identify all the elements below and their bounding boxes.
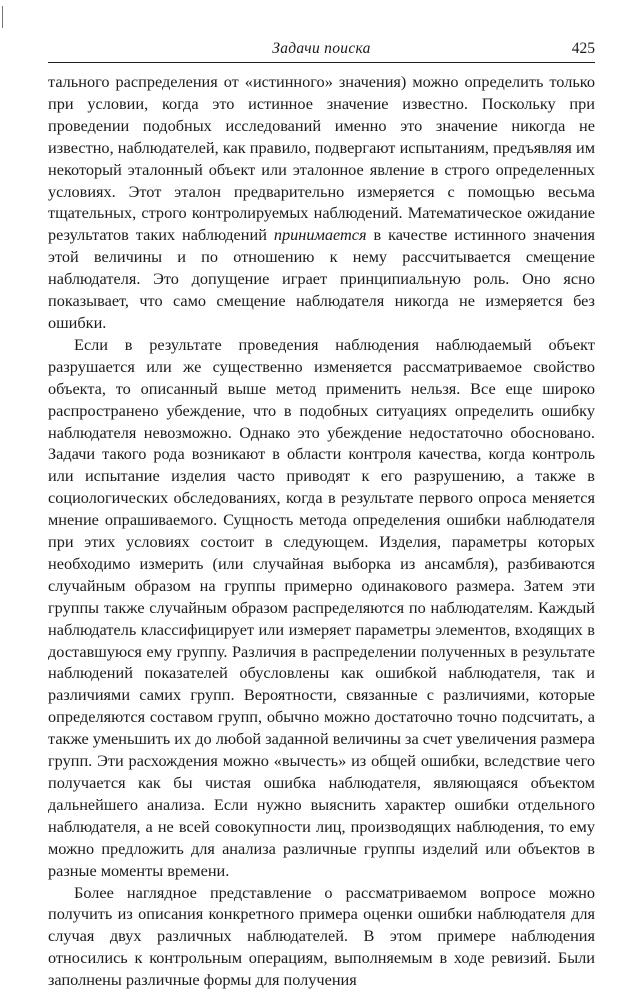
body-text xyxy=(48,71,595,991)
emphasized-word: принимается xyxy=(273,225,367,245)
paragraph-continuation xyxy=(48,71,595,334)
page-edge-mark xyxy=(2,6,9,28)
running-header-title: Задачи поиска xyxy=(272,40,371,57)
paragraph-text: тального распределения от «истинного» значения) можно определить только при условии, когда это истинное значение известно. Поскольку при проведении подобных исследований именно это значение никогда не известно, наблюдателей, как правило, подвергают испытаниям, предъявляя им некоторый эталонный объект или эталонное явление в строго определенных условиях. Этот эталон предварительно измеряется с помощью весьма тщательных, строго контролируемых наблюдений. Математическое ожидание результатов таких наблюдений xyxy=(48,72,595,245)
page-number: 425 xyxy=(571,40,595,57)
paragraph-text: в качестве истинного значения этой величины и по отношению к нему рассчитывается смещение наблюдателя. Это допущение играет принципиальную роль. Оно ясно показывает, что само смещение наблюдателя никогда не измеряется без ошибки. xyxy=(48,225,595,332)
paragraph: Более наглядное представление о рассматриваемом вопросе можно получить из описания конкретного примера оценки ошибки наблюдателя для случая двух различных наблюдателей. В этом примере наблюдения относились к контрольным операциям, выполняемым в ходе ревизий. Были заполнены различные формы для получения xyxy=(48,882,595,990)
running-header xyxy=(48,38,595,63)
paragraph: Если в результате проведения наблюдения наблюдаемый объект разрушается или же существенно изменяется рассматриваемое свойство объекта, то описанный выше метод применить нельзя. Все еще широко распространено убеждение, что в подобных ситуациях определить ошибку наблюдателя невозможно. Однако это убеждение недостаточно обосновано. Задачи такого рода возникают в области контроля качества, когда контроль или испытание изделия часто приводят к его разрушению, а также в социологических обследованиях, когда в результате первого опроса меняется мнение опрашиваемого. Сущность метода определения ошибки наблюдателя при этих условиях состоит в следующем. Изделия, параметры которых необходимо измерить (или случайная выборка из ансамбля), разбиваются случайным образом на группы примерно одинакового размера. Затем эти группы также случайным образом распределяются по наблюдателям. Каждый наблюдатель классифицирует или измеряет параметры элементов, входящих в доставшуюся ему группу. Различия в распределении полученных в результате наблюдений показателей обусловлены как ошибкой наблюдателя, так и различиями самих групп. Вероятности, связанные с различиями, которые определяются составом групп, обычно можно достаточно точно подсчитать, а также уменьшить их до любой заданной величины за счет увеличения размера групп. Эти расхождения можно «вычесть» из общей ошибки, вследствие чего получается как бы чистая ошибка наблюдателя, являющаяся объектом дальнейшего анализа. Если нужно выяснить характер ошибки отдельного наблюдателя, а не всей совокупности лиц, производящих наблюдения, то ему можно предложить для анализа различные группы изделий или объектов в разные моменты времени. xyxy=(48,334,595,880)
